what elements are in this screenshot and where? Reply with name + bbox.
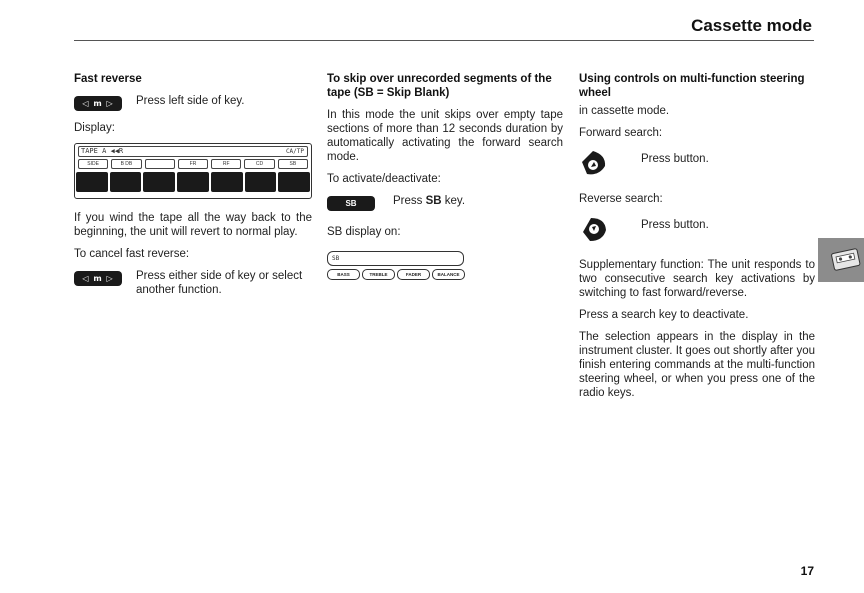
radio-key [211, 172, 243, 192]
column-fast-reverse [74, 72, 312, 307]
sb-text-before: Press [393, 195, 426, 207]
display-soft-key: TREBLE [362, 269, 395, 280]
mode-key-glyph: ◁ m ▷ [82, 273, 114, 283]
key-instruction-1 [74, 94, 312, 111]
mode-key-icon [74, 271, 122, 286]
sb-display-illustration [327, 251, 461, 285]
key-instruction-text: Press either side of key or select another function. [136, 270, 303, 296]
radio-display-screen [78, 146, 308, 157]
radio-key [143, 172, 175, 192]
section-tab [818, 238, 864, 282]
mode-key-icon [74, 96, 122, 111]
radio-display-keys [76, 172, 310, 192]
in-mode-text: in cassette mode. [579, 105, 670, 117]
sb-display-buttons [327, 269, 465, 280]
sb-text-bold: SB [425, 195, 442, 207]
forward-search-text: Press button. [641, 153, 709, 165]
skip-blank-description: In this mode the unit skips over empty tape sections of more than 12 seconds duration by automatically activating the forward search mode. [327, 109, 563, 163]
heading-fast-reverse: Fast reverse [74, 73, 142, 85]
deactivate-text: Press a search key to deactivate. [579, 309, 749, 321]
radio-display-labels [78, 159, 308, 169]
radio-display-indicator: CA/TP [285, 148, 304, 155]
display-soft-key: FADER [397, 269, 430, 280]
sb-key-label: SB [345, 198, 357, 208]
display-soft-key: BALANCE [432, 269, 465, 280]
heading-steering-wheel: Using controls on multi-function steering wheel [579, 73, 805, 99]
steering-reverse-icon [579, 214, 609, 244]
cancel-label: To cancel fast reverse: [74, 248, 190, 260]
column-skip-blank [327, 72, 563, 293]
sb-key-icon [327, 196, 375, 211]
reverse-search-label: Reverse search: [579, 193, 663, 205]
radio-key [76, 172, 108, 192]
sb-display-screen: SB [327, 251, 464, 266]
display-label-item: SB [278, 159, 308, 169]
display-label: Display: [74, 122, 115, 134]
reverse-search-text: Press button. [641, 219, 709, 231]
radio-key [177, 172, 209, 192]
sb-key-text [393, 194, 563, 208]
wind-back-text: If you wind the tape all the way back to the beginning, the unit will revert to normal play. [74, 212, 312, 238]
steering-forward-icon [579, 148, 609, 178]
display-label-item: B DB [111, 159, 141, 169]
activate-label: To activate/deactivate: [327, 173, 441, 185]
heading-skip-blank: To skip over unrecorded segments of the tape (SB = Skip Blank) [327, 73, 552, 99]
supplementary-text: Supplementary function: The unit responds to two consecutive search key activations by switching to fast forward/reverse. [579, 259, 815, 299]
sb-display-label: SB display on: [327, 226, 401, 238]
reverse-search-row [579, 214, 815, 244]
key-instruction-text: Press left side of key. [136, 95, 245, 107]
display-label-item: RF [211, 159, 241, 169]
radio-key [110, 172, 142, 192]
forward-search-row [579, 148, 815, 178]
column-steering-wheel [579, 72, 815, 408]
cassette-tab-icon [818, 238, 864, 282]
display-label-item: SIDE [78, 159, 108, 169]
page-title: Cassette mode [691, 16, 812, 35]
radio-key [278, 172, 310, 192]
header-rule [74, 40, 814, 41]
display-label-item [145, 159, 175, 169]
radio-key [245, 172, 277, 192]
display-soft-key: BASS [327, 269, 360, 280]
mode-key-glyph: ◁ m ▷ [82, 98, 114, 108]
display-label-item: CD [244, 159, 274, 169]
radio-display-status: TAPE A ◀◀R [81, 147, 124, 155]
key-instruction-2 [74, 269, 312, 297]
sb-text-after: key. [441, 195, 466, 207]
forward-search-label: Forward search: [579, 127, 663, 139]
selection-text: The selection appears in the display in the instrument cluster. It goes out shortly after you finish entering commands at the multi-function steering wheel, or when you press one of the radio keys. [579, 331, 815, 399]
radio-display-illustration [74, 143, 312, 199]
sb-key-instruction [327, 194, 563, 211]
page-number: 17 [800, 564, 814, 578]
display-label-item: FR [178, 159, 208, 169]
